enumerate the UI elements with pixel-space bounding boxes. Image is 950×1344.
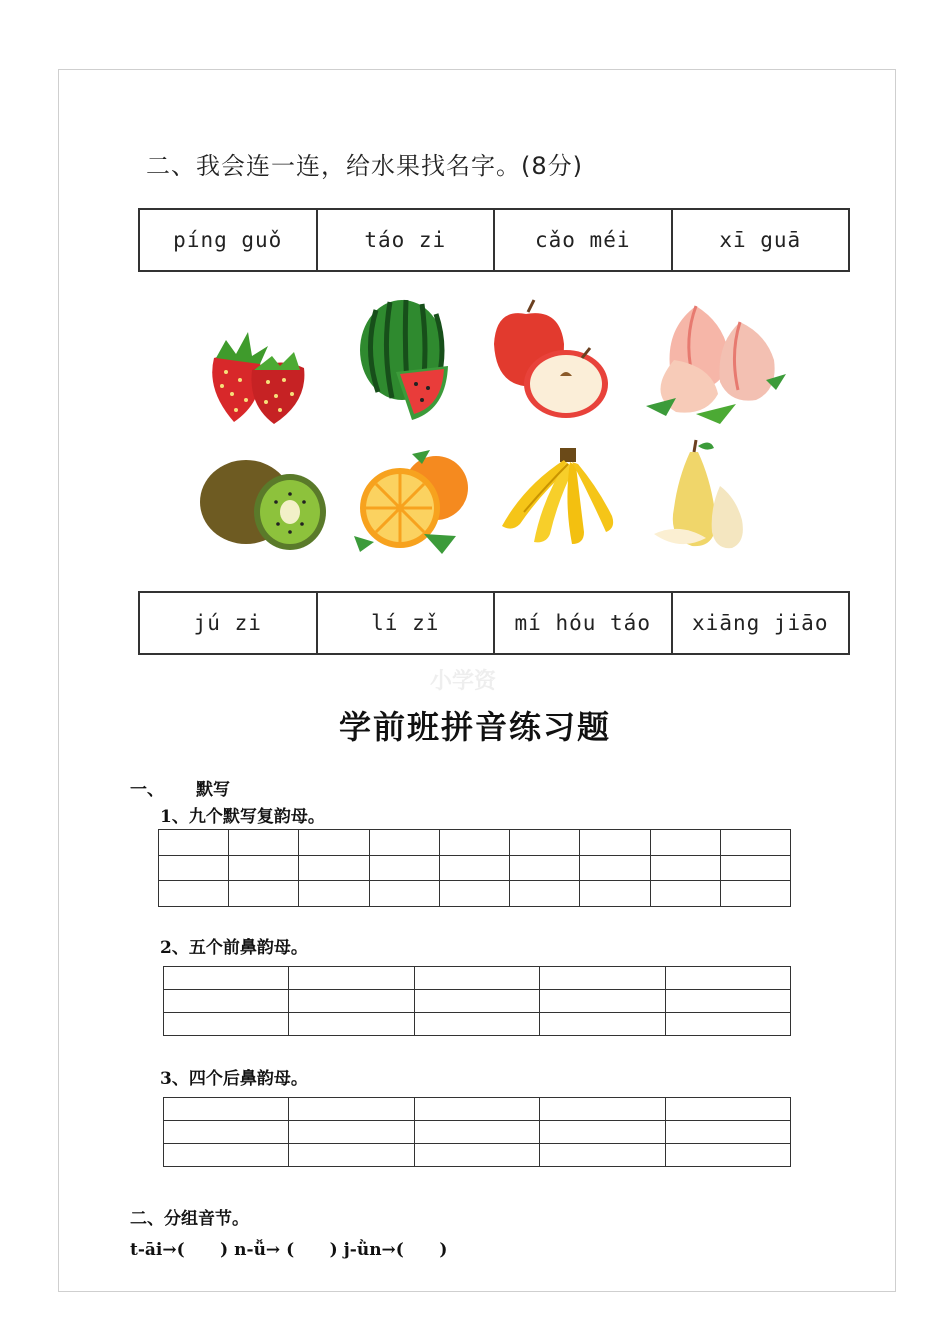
answer-cell[interactable] (414, 1121, 539, 1144)
syllable-item-jun: j-ǜn→( ) (343, 1240, 448, 1260)
answer-cell[interactable] (665, 1098, 790, 1121)
answer-cell[interactable] (414, 1098, 539, 1121)
answer-cell[interactable] (414, 990, 539, 1013)
answer-cell[interactable] (540, 1121, 665, 1144)
answer-cell[interactable] (289, 967, 414, 990)
pinyin-cell-mihoutao: mí hóu táo (495, 593, 673, 653)
answer-cell[interactable] (665, 1121, 790, 1144)
watermark: 小学资 (430, 669, 497, 694)
pinyin-cell-xigua: xī guā (719, 228, 802, 252)
answer-cell[interactable] (580, 855, 650, 881)
answer-cell[interactable] (229, 830, 299, 856)
answer-cell[interactable] (650, 881, 720, 907)
answer-cell[interactable] (164, 1098, 289, 1121)
answer-cell[interactable] (289, 1013, 414, 1036)
syllable-item-tai: t-āi→( ) (130, 1240, 229, 1260)
section-title-fruit-matching: 二、我会连一连，给水果找名字。(8分) (146, 152, 583, 180)
answer-cell[interactable] (720, 881, 790, 907)
answer-cell[interactable] (650, 830, 720, 856)
answer-cell[interactable] (540, 1098, 665, 1121)
pear-icon (650, 438, 750, 558)
answer-cell[interactable] (164, 967, 289, 990)
answer-cell[interactable] (414, 1013, 539, 1036)
answer-cell[interactable] (229, 855, 299, 881)
kiwi-icon (198, 452, 330, 554)
answer-cell[interactable] (510, 881, 580, 907)
answer-cell[interactable] (540, 990, 665, 1013)
answer-cell[interactable] (414, 1144, 539, 1167)
answer-cell[interactable] (540, 1013, 665, 1036)
answer-cell[interactable] (665, 990, 790, 1013)
answer-cell[interactable] (164, 990, 289, 1013)
part2-heading: 二、分组音节。 (130, 1209, 249, 1229)
answer-cell[interactable] (580, 881, 650, 907)
syllable-exercise-line (130, 1240, 447, 1260)
answer-cell[interactable] (665, 1013, 790, 1036)
pinyin-cell-lizi: lí zǐ (318, 593, 496, 653)
top-pinyin-row (138, 208, 850, 272)
answer-cell[interactable] (164, 1121, 289, 1144)
answer-cell[interactable] (439, 855, 509, 881)
answer-cell[interactable] (650, 855, 720, 881)
pinyin-cell-taozi: táo zi (318, 210, 496, 270)
answer-cell[interactable] (159, 881, 229, 907)
question-2-label: 2、五个前鼻韵母。 (160, 938, 308, 958)
pinyin-cell-caomei: cǎo méi (495, 210, 673, 270)
answer-cell[interactable] (159, 855, 229, 881)
page-title: 学前班拼音练习题 (338, 708, 611, 746)
answer-cell[interactable] (540, 1144, 665, 1167)
pinyin-cell-juzi: jú zi (140, 593, 318, 653)
strawberry-icon (196, 310, 316, 430)
answer-cell[interactable] (510, 830, 580, 856)
part1-heading-number: 一、 (130, 780, 164, 800)
answer-cell[interactable] (299, 881, 369, 907)
answer-cell[interactable] (369, 881, 439, 907)
question-3-label: 3、四个后鼻韵母。 (160, 1069, 308, 1089)
answer-cell[interactable] (369, 855, 439, 881)
answer-cell[interactable] (580, 830, 650, 856)
apple-icon (490, 298, 610, 422)
answer-cell[interactable] (720, 830, 790, 856)
answer-cell[interactable] (414, 967, 539, 990)
answer-cell[interactable] (720, 855, 790, 881)
question-1-label: 1、九个默写复韵母。 (160, 807, 325, 827)
bottom-pinyin-row (138, 591, 850, 655)
watermelon-icon (356, 296, 456, 426)
answer-cell[interactable] (289, 1144, 414, 1167)
answer-grid-back-nasal (163, 1097, 791, 1167)
answer-cell[interactable] (229, 881, 299, 907)
answer-cell[interactable] (369, 830, 439, 856)
banana-icon (494, 446, 618, 550)
part1-heading-label: 默写 (196, 780, 230, 800)
answer-cell[interactable] (289, 1098, 414, 1121)
answer-cell[interactable] (164, 1144, 289, 1167)
answer-cell[interactable] (289, 990, 414, 1013)
answer-cell[interactable] (299, 855, 369, 881)
answer-cell[interactable] (439, 881, 509, 907)
answer-cell[interactable] (164, 1013, 289, 1036)
answer-cell[interactable] (299, 830, 369, 856)
syllable-item-nv: n-ǚ→ ( ) (234, 1240, 338, 1260)
answer-cell[interactable] (159, 830, 229, 856)
answer-cell[interactable] (439, 830, 509, 856)
orange-icon (352, 446, 476, 558)
answer-cell[interactable] (540, 967, 665, 990)
answer-cell[interactable] (289, 1121, 414, 1144)
answer-cell[interactable] (510, 855, 580, 881)
pinyin-cell-pingguo: píng guǒ (140, 210, 318, 270)
answer-cell[interactable] (665, 967, 790, 990)
pinyin-cell-xiangjiao: xiāng jiāo (692, 611, 829, 635)
answer-cell[interactable] (665, 1144, 790, 1167)
peach-icon (636, 294, 792, 436)
answer-grid-9-finals (158, 829, 791, 907)
answer-grid-front-nasal (163, 966, 791, 1036)
